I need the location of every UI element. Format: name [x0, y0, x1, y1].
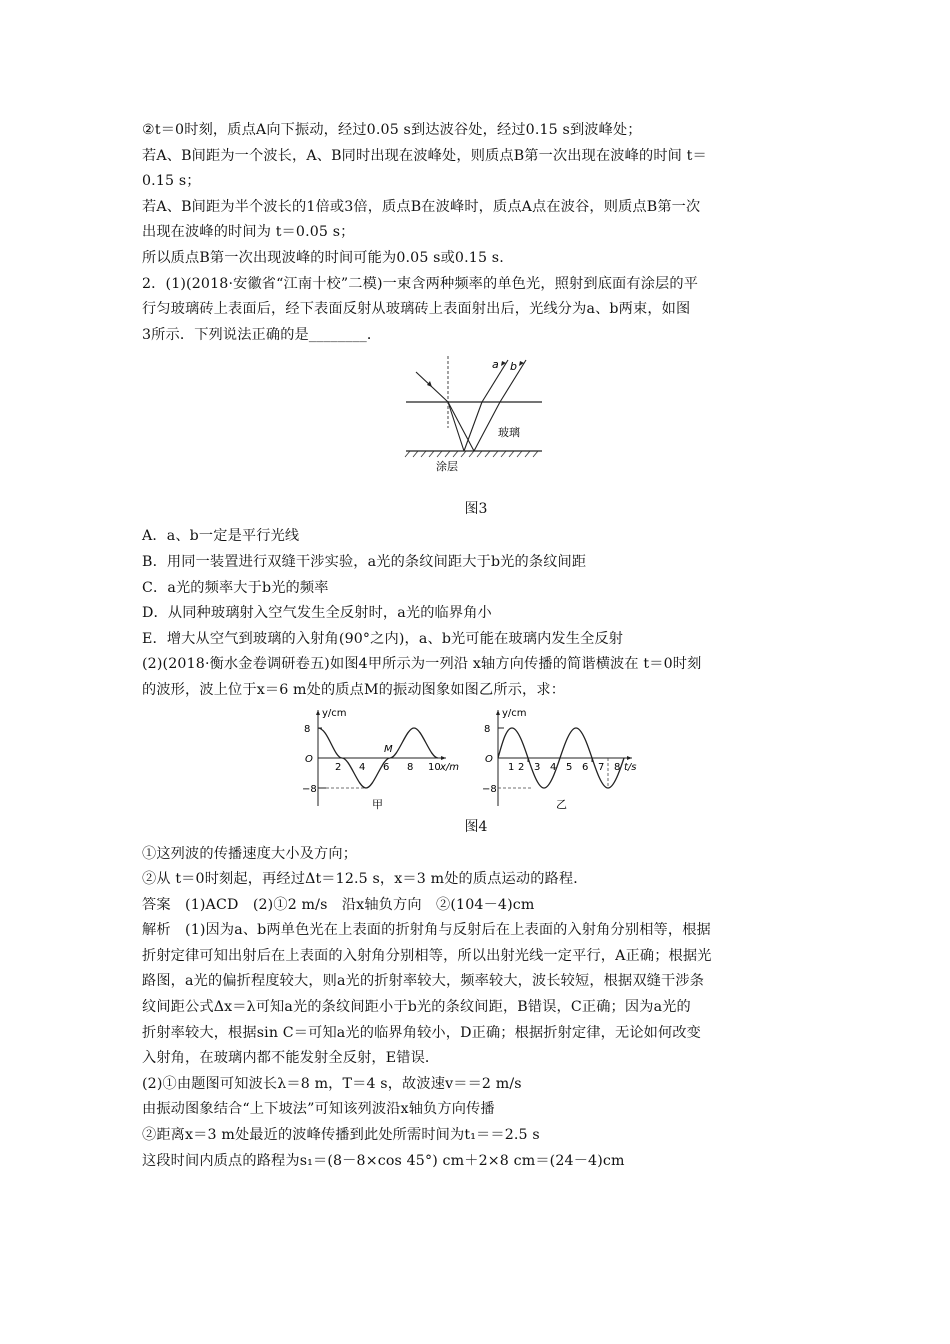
options-block — [142, 524, 810, 703]
analysis-line: ②距离x＝3 m处最近的波峰传播到此处所需时间为t₁＝＝2.5 s — [142, 1127, 540, 1144]
right-tick: 6 — [582, 761, 589, 773]
question-2-title: 2．(1)(2018·安徽省“江南十校”二模)一束含两种频率的单色光，照射到底面有涂层的平 — [142, 275, 699, 292]
sub-question-2: ②从 t＝0时刻起，再经过Δt＝12.5 s，x＝3 m处的质点运动的路程． — [142, 871, 588, 888]
label-m: M — [384, 743, 393, 755]
question-2-part-2: (2)(2018·衡水金卷调研卷五)如图4甲所示为一列沿 x轴方向传播的简谐横波在 t＝0时刻 — [142, 656, 702, 673]
left-ylabel: y/cm — [322, 707, 347, 719]
sub-question-1: ①这列波的传播速度大小及方向； — [142, 845, 358, 862]
text-line: 若A、B间距为半个波长的1倍或3倍，质点B在波峰时，质点A点在波谷，则质点B第一次 — [142, 198, 701, 215]
left-sub-label: 甲 — [372, 797, 383, 811]
label-b: b — [510, 360, 517, 374]
right-tick: 5 — [566, 761, 573, 773]
text-line: 的波形，波上位于x＝6 m处的质点M的振动图象如图乙所示，求： — [142, 681, 566, 698]
option-b: B．用同一装置进行双缝干涉实验，a光的条纹间距大于b光的条纹间距 — [142, 553, 587, 570]
text-line: 所以质点B第一次出现波峰的时间可能为0.05 s或0.15 s. — [142, 249, 504, 266]
analysis-line: 折射定律可知出射后在上表面的入射角分别相等，所以出射光线一定平行，A正确；根据光 — [142, 947, 712, 964]
option-e: E．增大从空气到玻璃的入射角(90°之内)，a、b光可能在玻璃内发生全反射 — [142, 630, 624, 647]
right-ymin: −8 — [482, 783, 497, 795]
left-tick: 6 — [383, 761, 390, 773]
left-tick: 8 — [407, 761, 414, 773]
analysis-line: 路图，a光的偏折程度较大，则a光的折射率较大，频率较大，波长较短，根据双缝干涉条 — [142, 973, 705, 990]
text-line: 若A、B间距为一个波长，A、B同时出现在波峰处，则质点B第一次出现在波峰的时间 t＝ — [142, 147, 707, 164]
right-tick: 8 — [614, 761, 621, 773]
option-c: C．a光的频率大于b光的频率 — [142, 579, 329, 596]
right-tick: 4 — [550, 761, 557, 773]
figure-4-caption: 图4 — [464, 818, 488, 835]
left-tick: 10 — [428, 761, 441, 773]
right-ymax: 8 — [484, 723, 491, 735]
right-tick: 7 — [598, 761, 605, 773]
text-line: 0.15 s； — [142, 173, 201, 190]
left-tick: 4 — [359, 761, 366, 773]
label-glass: 玻璃 — [498, 426, 520, 440]
right-origin: O — [485, 753, 493, 765]
right-xlabel: t/s — [624, 761, 637, 773]
analysis-line: 解析 (1)因为a、b两单色光在上表面的折射角与反射后在上表面的入射角分别相等，根据 — [142, 922, 711, 939]
left-ymax: 8 — [304, 723, 311, 735]
graph-left — [302, 708, 459, 811]
text-line: ②t＝0时刻，质点A向下振动，经过0.05 s到达波谷处，经过0.15 s到波峰处； — [142, 122, 642, 138]
coating-hatch — [405, 451, 538, 457]
text-block-1 — [142, 118, 810, 348]
graph-right — [482, 708, 637, 811]
text-line: 出现在波峰的时间为 t＝0.05 s； — [142, 224, 355, 241]
option-a: A．a、b一定是平行光线 — [142, 528, 300, 545]
left-origin: O — [305, 753, 313, 765]
option-d: D．从同种玻璃射入空气发生全反射时，a光的临界角小 — [142, 605, 492, 622]
label-a: a — [492, 358, 499, 372]
text-block-2 — [142, 842, 810, 1175]
analysis-line: 入射角，在玻璃内都不能发射全反射，E错误． — [142, 1050, 440, 1067]
ray-a-up — [464, 402, 482, 451]
ray-b-down — [448, 402, 474, 451]
ray-b-up — [474, 402, 500, 451]
analysis-line: (2)①由题图可知波长λ＝8 m，T＝4 s，故波速v＝＝2 m/s — [142, 1075, 522, 1092]
left-tick: 2 — [335, 761, 342, 773]
figure-3-glass-diagram — [142, 348, 810, 498]
answer-line: 答案 (1)ACD (2)①2 m/s 沿x轴负方向 ②(104－4)cm — [142, 896, 535, 913]
right-tick: 3 — [534, 761, 541, 773]
document-page — [142, 118, 810, 1174]
wave-graphs — [302, 706, 642, 814]
analysis-line: 折射率较大，根据sin C＝可知a光的临界角较小，D正确；根据折射定律，无论如何改变 — [142, 1024, 702, 1041]
analysis-line: 纹间距公式Δx＝λ可知a光的条纹间距小于b光的条纹间距，B错误，C正确；因为a光的 — [142, 999, 691, 1016]
analysis-line: 这段时间内质点的路程为s₁＝(8－8×cos 45°) cm＋2×8 cm＝(24－4)cm — [142, 1152, 625, 1169]
right-tick: 1 — [508, 761, 515, 773]
left-ymin: −8 — [302, 783, 317, 795]
label-coating: 涂层 — [436, 460, 458, 474]
right-sub-label: 乙 — [556, 797, 567, 811]
figure-4-wave-graphs — [142, 704, 810, 816]
figure-3-caption: 图3 — [464, 501, 488, 518]
right-ylabel: y/cm — [502, 707, 527, 719]
left-xlabel: x/m — [440, 761, 460, 773]
right-tick: 2 — [518, 761, 525, 773]
text-line: 行匀玻璃砖上表面后，经下表面反射从玻璃砖上表面射出后，光线分为a、b两束，如图 — [142, 301, 691, 318]
analysis-line: 由振动图象结合“上下坡法”可知该列波沿x轴负方向传播 — [142, 1101, 495, 1118]
glass-refraction-diagram — [402, 350, 552, 474]
text-line: 3所示．下列说法正确的是________． — [142, 326, 382, 343]
